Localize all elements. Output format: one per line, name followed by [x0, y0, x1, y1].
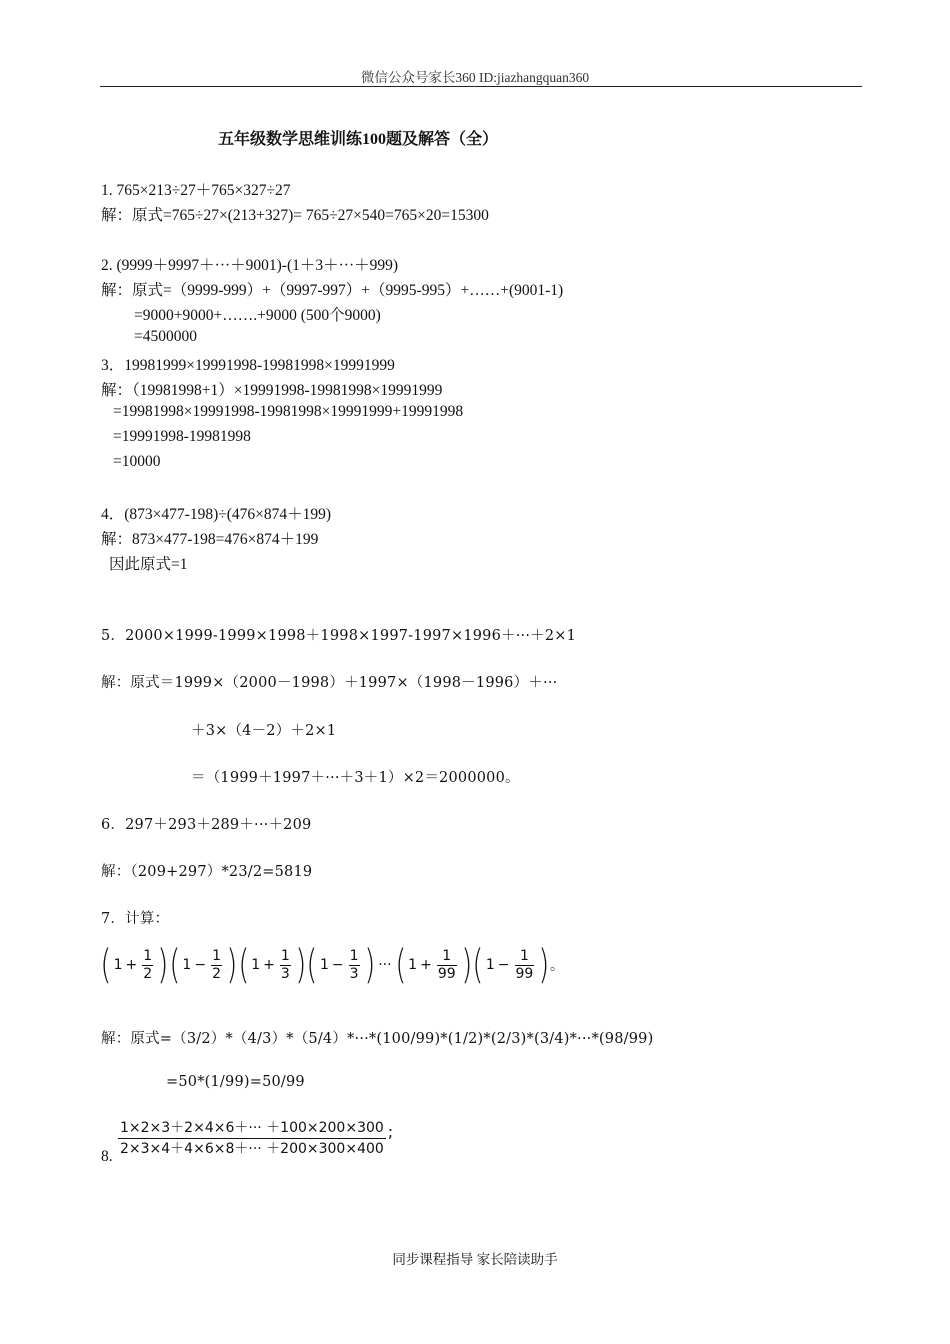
formula-factor: ( 1 + $\frac{1}{3}$ ) [237, 942, 307, 988]
solution-5-line-1: 解：原式＝1999×（2000－1998）＋1997×（1998－1996）＋··· [101, 675, 558, 691]
fraction: $\frac{1}{3}$ [280, 947, 290, 982]
solution-3-line-4: =10000 [113, 453, 161, 470]
problem-7: 7．计算： [101, 911, 170, 927]
solution-3-line-2: =19981998×19991998-19981998×19991999+19991998 [113, 403, 464, 420]
solution-4-line-1: 解：873×477-198=476×874＋199 [101, 531, 319, 548]
problem-1: 1. 765×213÷27＋765×327÷27 [101, 182, 291, 199]
fraction: $\frac{1}{99}$ [437, 947, 456, 982]
solution-3-line-3: =19991998-19981998 [113, 428, 251, 445]
solution-5-line-2: ＋3×（4－2）＋2×1 [191, 723, 337, 739]
document-title: 五年级数学思维训练100题及解答（全） [218, 131, 499, 148]
solution-1: 解：原式=765÷27×(213+327)= 765÷27×540=765×20=15300 [101, 207, 489, 224]
problem-5: 5．2000×1999-1999×1998＋1998×1997-1997×1996＋···＋2×1 [101, 628, 577, 644]
fraction: $\frac{1}{2}$ [143, 947, 153, 982]
formula-factor: ( 1 + $\frac{1}{99}$ ) [394, 942, 472, 988]
problem-4: 4．(873×477-198)÷(476×874＋199) [101, 506, 332, 523]
formula-end-mark: 。 [549, 958, 564, 974]
problem-3: 3．19981999×19991998-19981998×19991999 [101, 357, 395, 374]
problem-7-formula [100, 942, 564, 988]
solution-7-line-1: 解：原式=（3/2）*（4/3）*（5/4）*···*(100/99)*(1/2)*(2/3)*(3/4)*···*(98/99) [101, 1031, 654, 1047]
fraction-denominator: 2×3×4＋4×6×8＋··· ＋200×300×400 [120, 1141, 384, 1157]
solution-5-line-3: ＝（1999＋1997＋···＋3＋1）×2＝2000000。 [191, 770, 520, 786]
formula-end-mark: ; [387, 1122, 394, 1141]
formula-factor: ( 1 − $\frac{1}{99}$ ) [472, 942, 550, 988]
fraction [118, 1118, 386, 1159]
fraction: $\frac{1}{99}$ [515, 947, 534, 982]
fraction: $\frac{1}{3}$ [349, 947, 359, 982]
header-divider [100, 86, 862, 87]
solution-2-line-2: =9000+9000+…….+9000 (500个9000) [134, 307, 381, 324]
problem-8-formula [118, 1118, 393, 1159]
solution-4-line-2: 因此原式=1 [109, 556, 188, 573]
fraction-numerator: 1×2×3＋2×4×6＋··· ＋100×200×300 [120, 1120, 384, 1136]
solution-2-line-3: =4500000 [134, 328, 197, 345]
solution-3-line-1: 解：（19981998+1）×19991998-19981998×19991999 [101, 382, 443, 399]
fraction: $\frac{1}{2}$ [212, 947, 221, 982]
problem-8-number: 8. [101, 1148, 113, 1165]
solution-6: 解：（209+297）*23/2=5819 [101, 864, 313, 880]
problem-6: 6．297＋293＋289＋···＋209 [101, 817, 312, 833]
solution-7-line-2: =50*(1/99)=50/99 [166, 1074, 305, 1090]
problem-2: 2. (9999＋9997＋···＋9001)-(1＋3＋···＋999) [101, 257, 399, 274]
page-footer: 同步课程指导 家长陪读助手 [392, 1252, 558, 1267]
formula-ellipsis: ··· [378, 957, 392, 973]
solution-2-line-1: 解：原式=（9999-999）+（9997-997）+（9995-995）+……+(9001-1) [101, 282, 564, 299]
formula-factor: ( 1 + $\frac{1}{2}$ ) [100, 942, 169, 988]
formula-factor: ( 1 − $\frac{1}{3}$ ) [306, 942, 375, 988]
formula-factor: ( 1 − $\frac{1}{2}$ ) [169, 942, 238, 988]
page-header: 微信公众号家长360 ID:jiazhangquan360 [360, 70, 590, 85]
